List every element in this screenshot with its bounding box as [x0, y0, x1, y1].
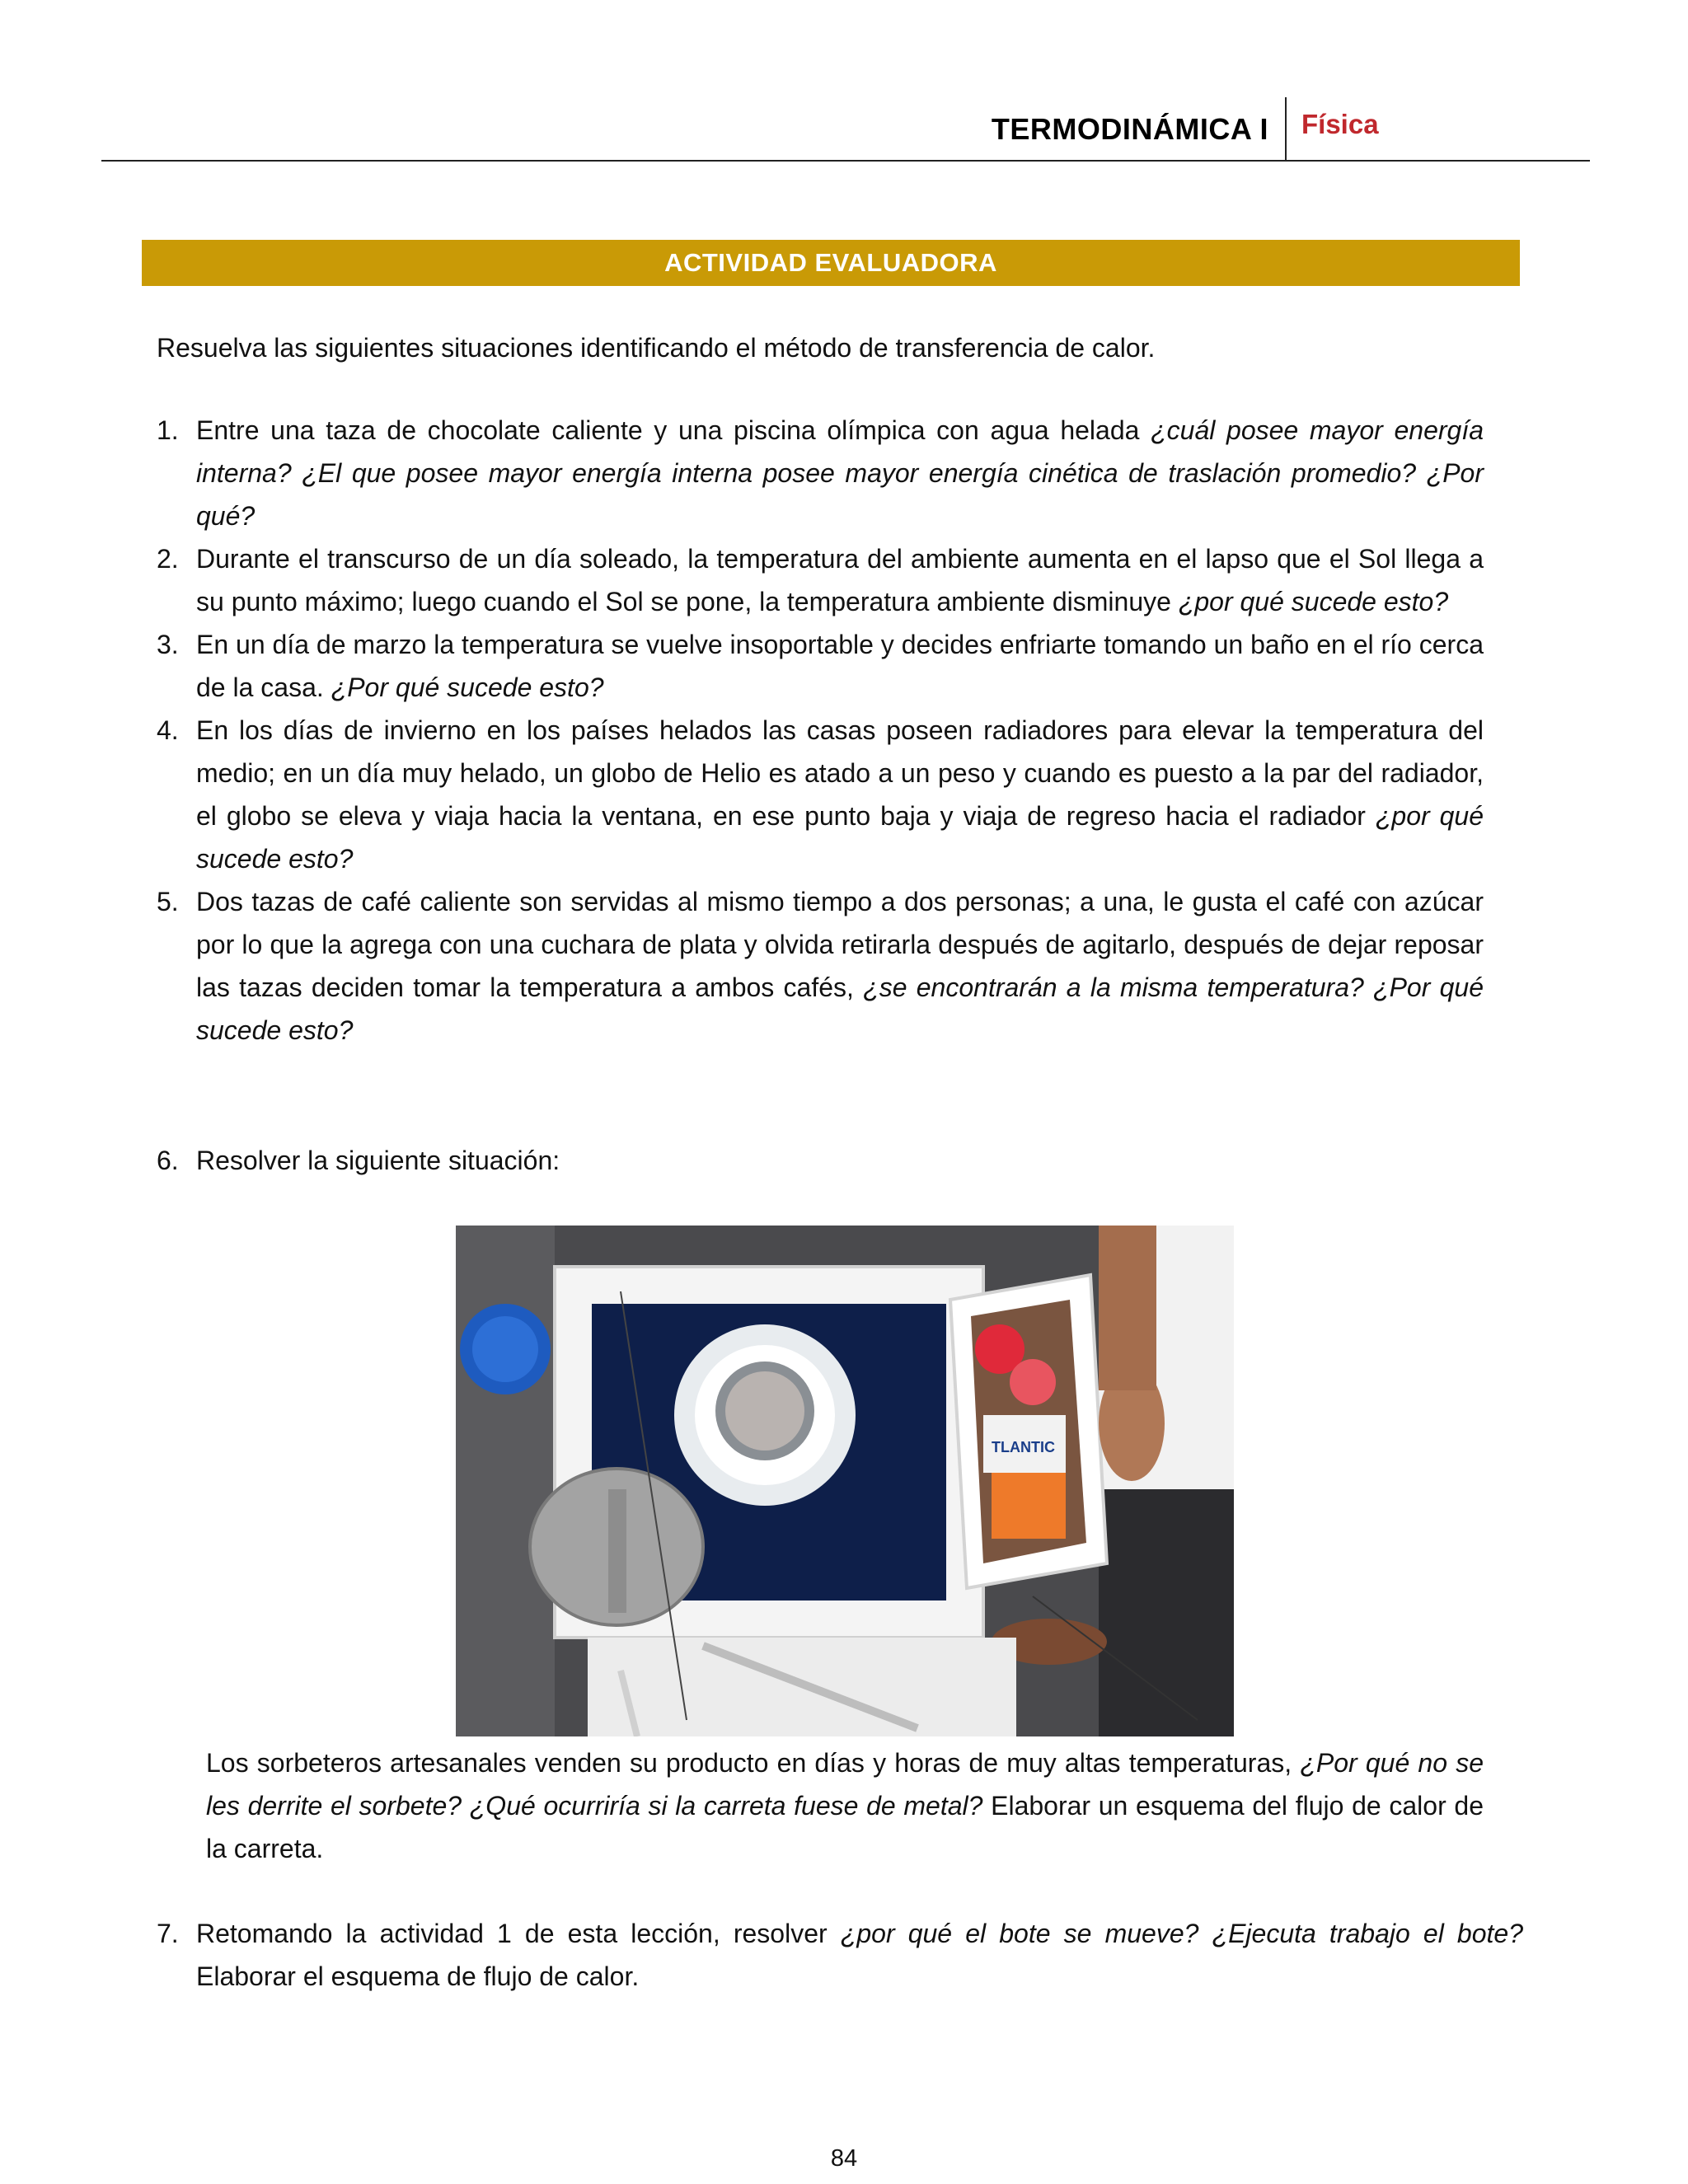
question-text: En los días de invierno en los países helados las casas poseen radiadores para elevar la temperatura del medio; en un día muy helado, un globo de Helio es atado a un peso y cuando es puesto a la par del radiador, el globo se eleva y viaja hacia la ventana, en ese punto baja y viaja de regreso hacia el radiador	[196, 715, 1484, 831]
question-number: 5.	[157, 887, 179, 916]
question-italic: ¿por qué el bote se mueve? ¿Ejecuta trabajo el bote?	[840, 1919, 1524, 1948]
question-text-end: Elaborar el esquema de flujo de calor.	[196, 1961, 640, 1991]
page-header	[101, 97, 1590, 162]
question-item-7	[157, 1912, 1523, 1998]
header-divider	[1285, 97, 1287, 160]
page-number: 84	[830, 2145, 858, 2172]
question-number: 1.	[157, 415, 179, 445]
question-item-6	[157, 1139, 1523, 1182]
question-item-2	[157, 537, 1484, 623]
section-banner: ACTIVIDAD EVALUADORA	[142, 240, 1520, 286]
intro-text: Resuelva las siguientes situaciones identificando el método de transferencia de calor.	[157, 333, 1156, 363]
question-italic: ¿Por qué sucede esto?	[331, 673, 604, 702]
question-number: 3.	[157, 630, 179, 659]
question-text: Durante el transcurso de un día soleado, la temperatura del ambiente aumenta en el lapso que el Sol llega a su punto máximo; luego cuando el Sol se pone, la temperatura ambiente disminuye	[196, 544, 1484, 616]
question-text: Resolver la siguiente situación:	[196, 1146, 560, 1175]
question-item-3	[157, 623, 1484, 709]
question-number: 7.	[157, 1919, 179, 1948]
question-item-1	[157, 409, 1484, 537]
question-number: 2.	[157, 544, 179, 574]
photo-label: TLANTIC	[992, 1439, 1055, 1455]
photo-caption	[206, 1741, 1484, 1870]
caption-text-end: Elaborar un esquema del flujo de calor de la carreta.	[206, 1791, 1484, 1863]
question-text: En un día de marzo la temperatura se vuelve insoportable y decides enfriarte tomando un baño en el río cerca de la casa.	[196, 630, 1484, 702]
question-italic: ¿por qué sucede esto?	[1178, 587, 1449, 616]
caption-italic: ¿Por qué no se les derrite el sorbete? ¿Qué ocurriría si la carreta fuese de metal?	[206, 1748, 1484, 1821]
question-number: 6.	[157, 1146, 179, 1175]
question-italic: ¿cuál posee mayor energía interna? ¿El que posee mayor energía interna posee mayor energía cinética de traslación promedio? ¿Por qué?	[196, 415, 1484, 531]
question-italic: ¿se encontrarán a la misma temperatura? ¿Por qué sucede esto?	[196, 972, 1484, 1045]
question-number: 4.	[157, 715, 179, 745]
caption-text: Los sorbeteros artesanales venden su producto en días y horas de muy altas temperaturas,	[206, 1748, 1301, 1778]
header-title: TERMODINÁMICA I	[991, 112, 1268, 146]
sorbet-cart-photo	[456, 1226, 1234, 1736]
question-text: Retomando la actividad 1 de esta lección, resolver	[196, 1919, 841, 1948]
header-subject: Física	[1301, 109, 1379, 139]
question-item-5	[157, 880, 1484, 1052]
sorbet-cart-illustration	[456, 1226, 1234, 1736]
question-italic: ¿por qué sucede esto?	[196, 801, 1484, 874]
question-text: Dos tazas de café caliente son servidas al mismo tiempo a dos personas; a una, le gusta el café con azúcar por lo que la agrega con una cuchara de plata y olvida retirarla después de agitarlo, después de dejar reposar las tazas deciden tomar la temperatura a ambos cafés,	[196, 887, 1484, 1002]
question-item-4	[157, 709, 1484, 880]
question-text: Entre una taza de chocolate caliente y una piscina olímpica con agua helada	[196, 415, 1151, 445]
question-list	[157, 409, 1484, 1052]
